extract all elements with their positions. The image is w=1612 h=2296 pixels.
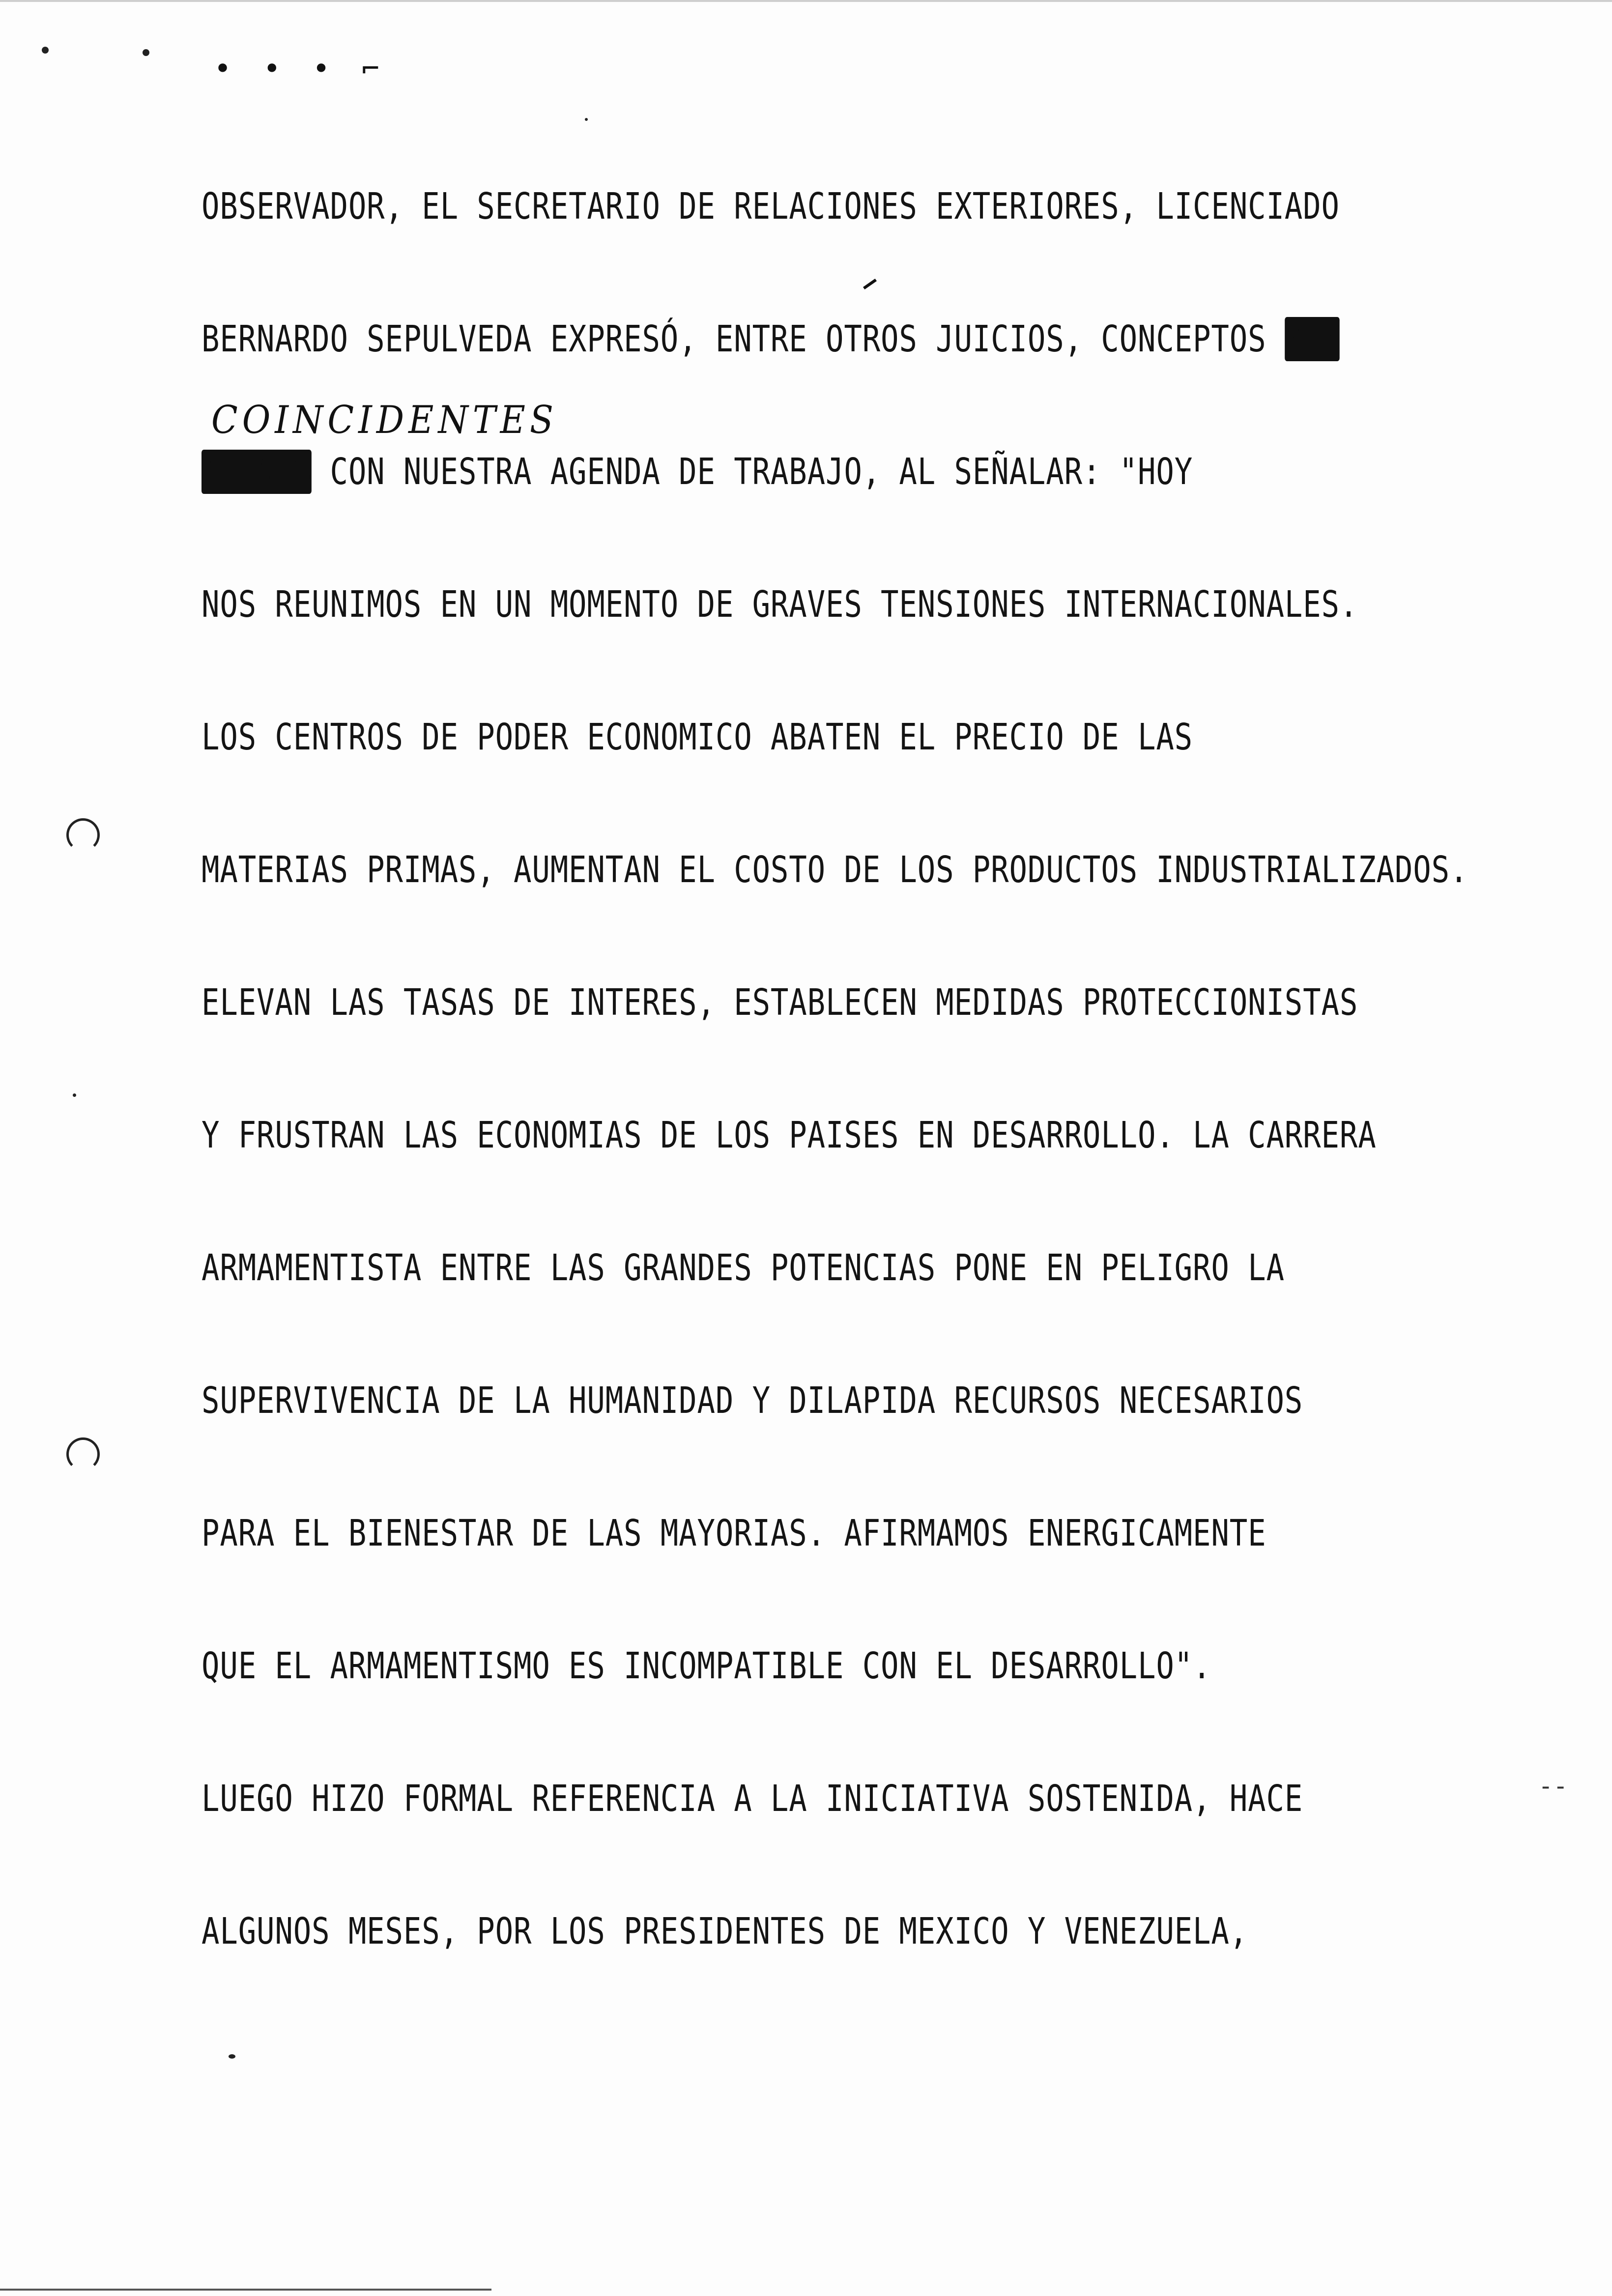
accent-mark (863, 279, 877, 289)
margin-dash: -- (1538, 1772, 1568, 1800)
punch-hole (66, 818, 100, 852)
text-line: MATERIAS PRIMAS, AUMENTAN EL COSTO DE LOS PRODUCTOS INDUSTRIALIZADOS. (202, 849, 1468, 891)
scan-speck (42, 47, 49, 54)
scan-speck (73, 1093, 76, 1097)
text-line: LUEGO HIZO FORMAL REFERENCIA A LA INICIATIVA SOSTENIDA, HACE (202, 1778, 1303, 1820)
text-line: AFINES CON NUESTRA AGENDA DE TRABAJO, AL SEÑALAR: "HOY (202, 451, 1193, 493)
header-marks: • • • ⌐ (214, 52, 386, 86)
text-line: Y FRUSTRAN LAS ECONOMIAS DE LOS PAISES EN DESARROLLO. LA CARRERA (202, 1114, 1377, 1156)
text-line: BERNARDO SEPULVEDA EXPRESÓ, ENTRE OTROS JUICIOS, CONCEPTOS MUY (202, 318, 1340, 360)
text-line: LOS CENTROS DE PODER ECONOMICO ABATEN EL PRECIO DE LAS (202, 716, 1193, 758)
text-line: QUE EL ARMAMENTISMO ES INCOMPATIBLE CON EL DESARROLLO". (202, 1645, 1211, 1687)
punch-hole (66, 1437, 100, 1471)
scan-speck (229, 2054, 235, 2059)
struck-word: AFINES (202, 451, 312, 493)
top-scan-edge (0, 0, 1612, 2)
handwritten-insertion: COINCIDENTES (211, 398, 558, 442)
text-line: ELEVAN LAS TASAS DE INTERES, ESTABLECEN MEDIDAS PROTECCIONISTAS (202, 981, 1358, 1024)
scan-speck (143, 49, 149, 56)
scan-speck (585, 118, 588, 121)
struck-word: MUY (1284, 318, 1340, 360)
text-line: PARA EL BIENESTAR DE LAS MAYORIAS. AFIRMAMOS ENERGICAMENTE (202, 1512, 1267, 1554)
text-line: ARMAMENTISTA ENTRE LAS GRANDES POTENCIAS PONE EN PELIGRO LA (202, 1247, 1285, 1289)
text-line: OBSERVADOR, EL SECRETARIO DE RELACIONES EXTERIORES, LICENCIADO (202, 185, 1340, 228)
text-line: ALGUNOS MESES, POR LOS PRESIDENTES DE MEXICO Y VENEZUELA, (202, 1910, 1248, 1952)
text-line: NOS REUNIMOS EN UN MOMENTO DE GRAVES TENSIONES INTERNACIONALES. (202, 583, 1358, 626)
text-line: SUPERVIVENCIA DE LA HUMANIDAD Y DILAPIDA RECURSOS NECESARIOS (202, 1379, 1303, 1422)
bottom-scan-edge (0, 2289, 491, 2291)
